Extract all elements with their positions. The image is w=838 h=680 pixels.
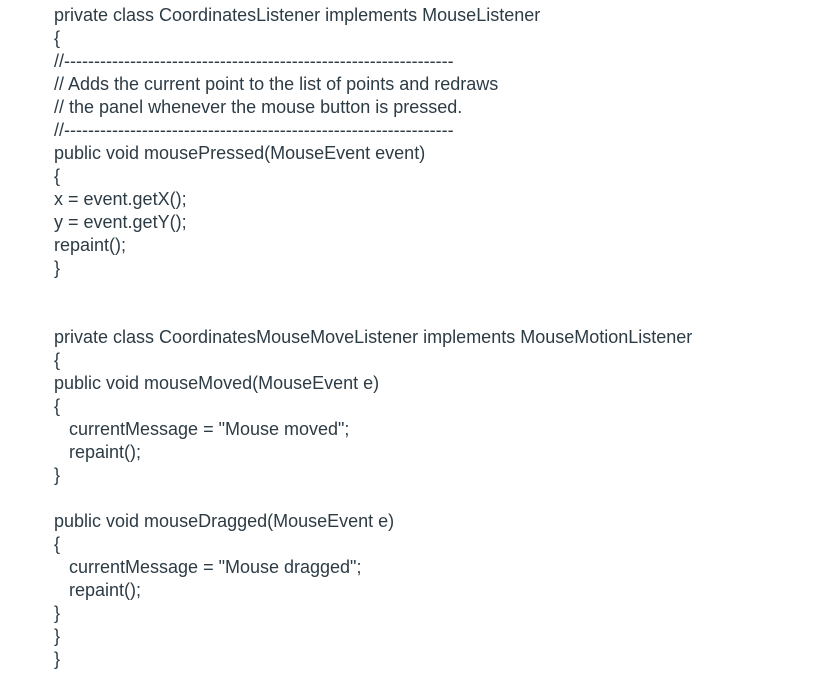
code-line: } xyxy=(54,626,61,646)
comment-line: // the panel whenever the mouse button is pressed. xyxy=(54,97,463,117)
code-line: repaint(); xyxy=(54,580,142,600)
method-declaration: public void mouseMoved(MouseEvent e) xyxy=(54,373,380,393)
method-declaration: public void mousePressed(MouseEvent event) xyxy=(54,143,426,163)
method-declaration: public void mouseDragged(MouseEvent e) xyxy=(54,511,395,531)
code-line: } xyxy=(54,649,61,669)
code-line: } xyxy=(54,465,61,485)
code-line: repaint(); xyxy=(54,235,127,255)
code-line: y = event.getY(); xyxy=(54,212,187,232)
code-line: currentMessage = "Mouse moved"; xyxy=(54,419,350,439)
code-line: repaint(); xyxy=(54,442,142,462)
code-line: { xyxy=(54,350,61,370)
blank-line xyxy=(54,487,834,510)
comment-line: // Adds the current point to the list of points and redraws xyxy=(54,74,499,94)
code-line: { xyxy=(54,534,61,554)
comment-line: //----------------------------------------------------------------- xyxy=(54,51,454,71)
code-document xyxy=(54,4,834,671)
code-line: { xyxy=(54,28,61,48)
code-line: { xyxy=(54,166,61,186)
code-line: { xyxy=(54,396,61,416)
blank-line xyxy=(54,303,834,326)
code-line: } xyxy=(54,603,61,623)
code-line: } xyxy=(54,258,61,278)
class-declaration: private class CoordinatesListener implements MouseListener xyxy=(54,5,541,25)
class-declaration: private class CoordinatesMouseMoveListener implements MouseMotionListener xyxy=(54,327,693,347)
comment-line: //----------------------------------------------------------------- xyxy=(54,120,454,140)
code-line: currentMessage = "Mouse dragged"; xyxy=(54,557,362,577)
blank-line xyxy=(54,280,834,303)
code-line: x = event.getX(); xyxy=(54,189,187,209)
